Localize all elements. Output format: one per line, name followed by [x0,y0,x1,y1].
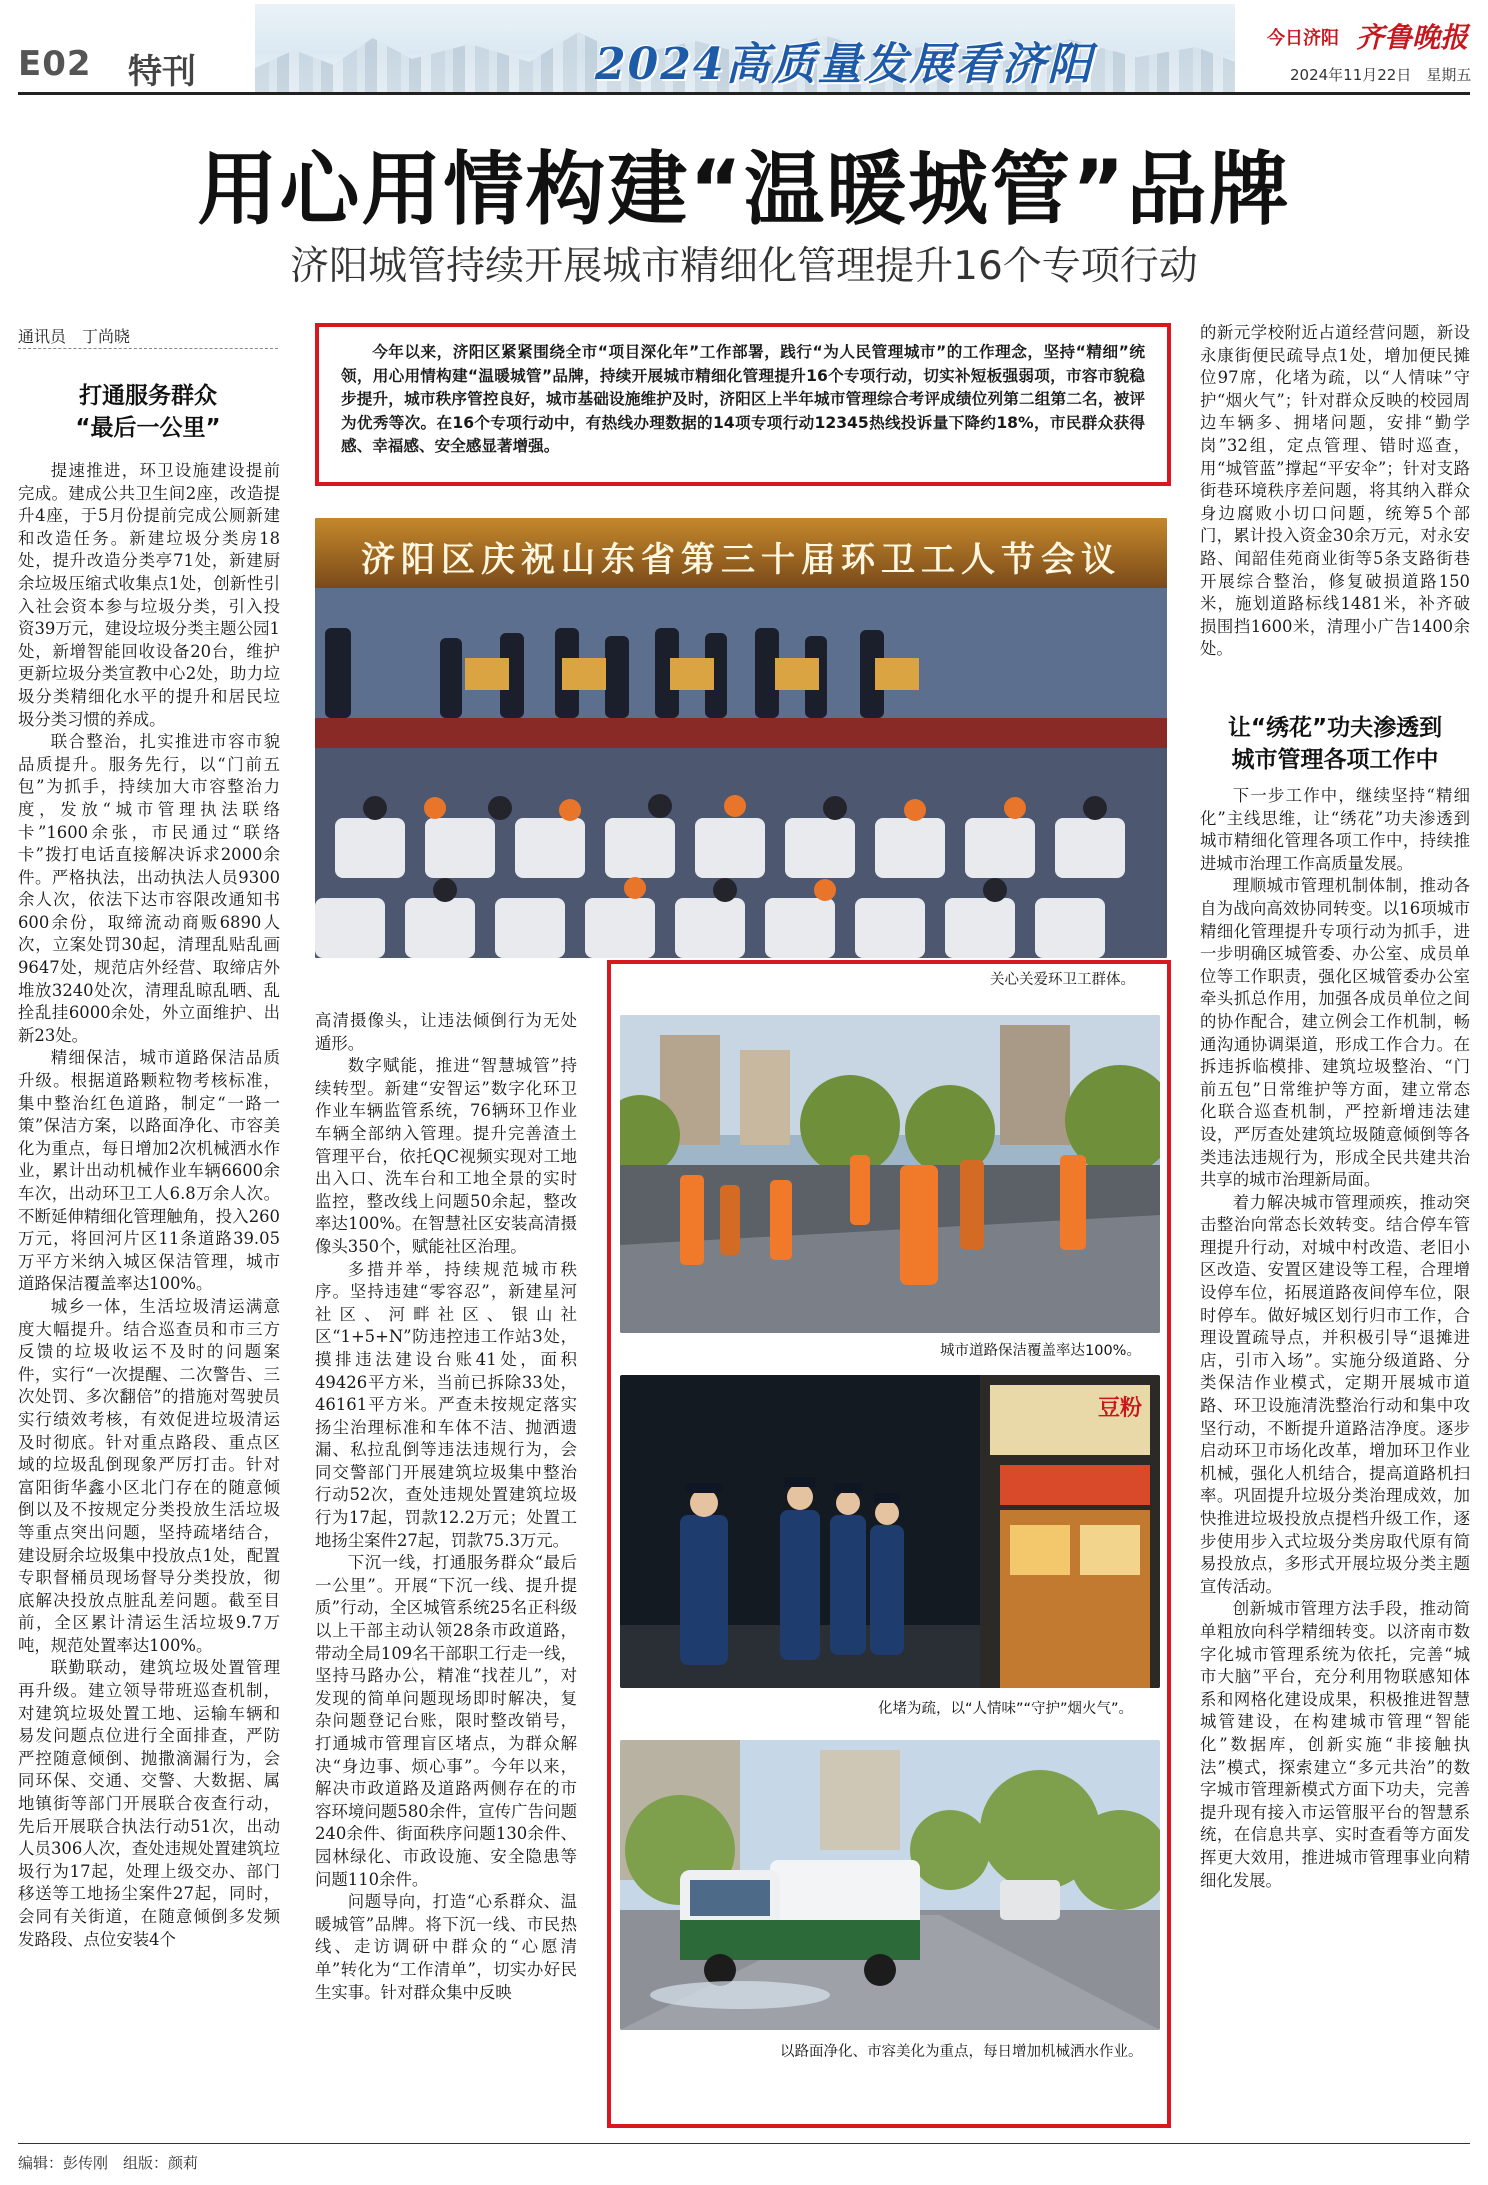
paragraph: 下一步工作中，继续坚持“精细化”主线思维，让“绣花”功夫渗透到城市精细化管理各项工作中，持续推进城市治理工作高质量发展。 [1200,786,1470,873]
photo-caption-3: 化堵为疏，以“人情味”“守护”烟火气”。 [878,1701,1134,1717]
editor-credits: 编辑：彭传刚 组版：颜莉 [18,2154,199,2172]
article-title: 用心用情构建“温暖城管”品牌 [197,143,1291,236]
issue-date: 2024年11月22日 星期五 [1290,66,1472,84]
section-heading-1: 打通服务群众 “最后一公里” [75,383,221,441]
photo-caption-4: 以路面净化、市容美化为重点，每日增加机械洒水作业。 [780,2044,1143,2060]
paragraph: 提速推进，环卫设施建设提前完成。建成公共卫生间2座，改造提升4座，于5月份提前完成公厕新建和改造任务。新建垃圾分类房18处，提升改造分类亭71处，新建厨余垃圾压缩式收集点1处，创新性引入社会资本参与垃圾分类，引入投资39万元，建设垃圾分类主题公园1处，新增智能回收设备20台，维护更新垃圾分类宣教中心2处，助力垃圾分类精细化水平的提升和居民垃圾分类习惯的养成。 [18,461,280,729]
meeting-banner-text: 济阳区庆祝山东省第三十届环卫工人节会议 [361,540,1121,580]
photo-night-market [620,1375,1160,1688]
paragraph: 数字赋能，推进“智慧城管”持续转型。新建“安智运”数字化环卫作业车辆监管系统，76辆环卫作业车辆全部纳入管理。提升完善渣土管理平台，依托QC视频实现对工地出入口、洗车台和工地全景的实时监控，整改线上问题50余起，整改率达100%。在智慧社区安装高清摄像头350个，赋能社区治理。 [315,1056,577,1256]
photo-sprinkler-truck [620,1740,1160,2030]
paragraph: 着力解决城市管理顽疾，推动突击整治向常态长效转变。结合停车管理提升行动，对城中村改造、老旧小区改造、安置区建设等工程，合理增设停车位，拓展道路夜间停车位，限时停车。做好城区划行归市工作，合理设置疏导点，并积极引导“退摊进店，引市入场”。实施分级道路、分类保洁作业模式，定期开展城市道路、环卫设施清洗整治行动和集中攻坚行动，不断提升道路洁净度。逐步启动环卫市场化改革，增加环卫作业机械，强化人机结合，提高道路机扫率。巩固提升垃圾分类治理成效，加快推进垃圾投放点提档升级工作，逐步使用步入式垃圾分类房取代原有简易投放点，多形式开展垃圾分类主题宣传活动。 [1200,1192,1470,1596]
paragraph: 高清摄像头，让违法倾倒行为无处遁形。 [315,1011,577,1053]
paragraph: 精细保洁，城市道路保洁品质升级。根据道路颗粒物考核标准，集中整治红色道路，制定“一路一策”保洁方案，以路面净化、市容美化为重点，每日增加2次机械洒水作业，累计出动机械作业车辆6600余车次，出动环卫工人6.8万余人次。不断延伸精细化管理触角，投入260万元，将回河片区11条道路39.05万平方米纳入城区保洁管理，城市道路保洁覆盖率达100%。 [18,1048,280,1294]
section-heading-2: 让“绣花”功夫渗透到 城市管理各项工作中 [1227,715,1443,773]
column-1 [18,460,280,2135]
photo-caption-1: 关心关爱环卫工群体。 [990,972,1135,988]
paragraph: 城乡一体，生活垃圾清运满意度大幅提升。结合巡查员和市三方反馈的垃圾收运不及时的问题案件，实行“一次提醒、二次警告、三次处罚、多次翻倍”的措施对驾驶员实行绩效考核，有效促进垃圾清运及时彻底。针对重点路段、重点区域的垃圾乱倒现象严厉打击。针对富阳街华鑫小区北门存在的随意倾倒以及不按规定分类投放生活垃圾等重点突出问题，坚持疏堵结合，建设厨余垃圾集中投放点1处，配置专职督桶员现场督导分类投放，彻底解决投放点脏乱差问题。截至目前，全区累计清运生活垃圾9.7万吨，规范处置率达100%。 [18,1296,280,1655]
paragraph: 多措并举，持续规范城市秩序。坚持违建“零容忍”，新建星河社区、河畔社区、银山社区“1+5+N”防违控违工作站3处，摸排违法建设台账41处，面积49426平方米，当前已拆除33处，46161平方米。严查未按规定落实扬尘治理标准和车体不洁、抛洒遗漏、私拉乱倒等违法违规行为，会同交警部门开展建筑垃圾集中整治行动52次，查处违规处置建筑垃圾行为17起，罚款12.2万元；处置工地扬尘案件27起，罚款75.3万元。 [315,1259,577,1550]
paragraph: 问题导向，打造“心系群众、温暖城管”品牌。将下沉一线、市民热线、走访调研中群众的“心愿清单”转化为“工作清单”，切实办好民生实事。针对群众集中反映 [315,1892,577,2002]
stall-sign-text: 豆粉 [1097,1396,1142,1421]
column-3-bottom [1200,785,1470,2135]
paragraph: 联勤联动，建筑垃圾处置管理再升级。建立领导带班巡查机制，对建筑垃圾处置工地、运输车辆和易发问题点位进行全面排查，严防严控随意倾倒、抛撒滴漏行为，会同环保、交通、交警、大数据、属地镇街等部门开展联合夜查行动，先后开展联合执法行动51次，出动人员306人次，查处违规处置建筑垃圾行为17起，处理上级交办、部门移送等工地扬尘案件27起，同时，会同有关街道，在随意倾倒多发频发路段、点位安装4个 [18,1658,280,1949]
header-banner [255,4,1235,92]
intro-box: 今年以来，济阳区紧紧围绕全市“项目深化年”工作部署，践行“为人民管理城市”的工作理念，坚持“精细”统领，用心用情构建“温暖城管”品牌，持续开展城市精细化管理提升16个专项行动，切实补短板强弱项，市容市貌稳步提升，城市秩序管控良好，城市基础设施维护及时，济阳区上半年城市管理综合考评成绩位列第二组第二名，被评为优秀等次。在16个专项行动中，有热线办理数据的14项专项行动12345热线投诉量下降约18%，市民群众获得感、幸福感、安全感显著增强。 [315,323,1171,486]
today-label: 今日济阳 [1267,28,1339,49]
paragraph: 下沉一线，打通服务群众“最后一公里”。开展“下沉一线、提升提质”行动，全区城管系统25名正科级以上干部主动认领28条市政道路，带动全局109名干部职工行走一线，坚持马路办公，精准“找茬儿”，对发现的简单问题现场即时解决，复杂问题登记台账，限时整改销号，打通城市管理盲区堵点，为群众解决“身边事、烦心事”。今年以来，解决市政道路及道路两侧存在的市容环境问题580余件，宣传广告问题240余件、街面秩序问题130余件、园林绿化、市政设施、安全隐患等问题110余件。 [315,1553,577,1889]
night-market-illustration [620,1375,1160,1688]
paragraph: 联合整治，扎实推进市容市貌品质提升。服务先行，以“门前五包”为抓手，持续加大市容整治力度，发放“城市管理执法联络卡”1600余张，市民通过“联络卡”拨打电话直接解决诉求2000余件。严格执法，出动执法人员9300余人次，依法下达市容限改通知书600余份，取缔流动商贩6890人次，立案处罚30起，清理乱贴乱画9647处，规范店外经营、取缔店外堆放3240处次，清理乱晾乱晒、乱拴乱挂6000余处，外立面维护、出新23处。 [18,732,280,1045]
paragraph: 创新城市管理方法手段，推动简单粗放向科学精细转变。以济南市数字化城市管理系统为依托，完善“城市大脑”平台，充分利用物联感知体系和网格化建设成果，积极推进智慧城管建设，在构建城市管理“智能化”数据库，创新实施“非接触执法”模式，探索建立“多元共治”的数字城市管理新模式方面下功夫，完善提升现有接入市运管服平台的智慧系统，在信息共享、实时查看等方面发挥更大效用，推进城市管理事业向精细化发展。 [1200,1599,1470,1890]
photo-street-cleaning [620,1015,1160,1333]
banner-title: 2024高质量发展看济阳 [595,39,1094,90]
header-rule [18,92,1470,95]
paragraph: 的新元学校附近占道经营问题，新设永康街便民疏导点1处，增加便民摊位97席，化堵为疏，以“人情味”守护“烟火气”；针对群众反映的校园周边车辆多、拥堵问题，安排“勤学岗”32组，定点管理、错时巡查，用“城管蓝”撑起“平安伞”；针对支路街巷环境秩序差问题，将其纳入群众身边腐败小切口问题，统筹5个部门，累计投入资金30余万元，对永安路、闻韶佳苑商业街等5条支路街巷开展综合整治，修复破损道路150米，施划道路标线1481米，补齐破损围挡1600米，清理小广告1400余处。 [1200,323,1470,659]
paragraph: 理顺城市管理机制体制，推动各自为战向高效协同转变。以16项城市精细化管理提升专项行动为抓手，进一步明确区城管委、办公室、成员单位等工作职责，强化区城管委办公室牵头抓总作用，加强各成员单位之间的协作配合，建立例会工作机制，畅通沟通协调渠道，形成工作合力。在拆违拆临模排、建筑垃圾整治、“门前五包”日常维护等方面，建立常态化联合巡查机制，严控新增违法建设，严厉查处建筑垃圾随意倾倒等各类违法违规行为，形成全民共建共治共享的城市治理新局面。 [1200,876,1470,1190]
photo-caption-2: 城市道路保洁覆盖率达100%。 [940,1343,1141,1359]
footer-rule [18,2143,1470,2144]
page-number: E02 [18,44,92,84]
column-2 [315,1010,577,2135]
street-cleaning-illustration [620,1015,1160,1333]
section-name: 特刊 [128,52,196,92]
byline-divider [18,348,278,349]
column-3-top [1200,322,1470,717]
photo-sanitation-meeting [315,518,1167,958]
article-subtitle: 济阳城管持续开展城市精细化管理提升16个专项行动 [290,244,1198,289]
sprinkler-truck-illustration [620,1740,1160,2030]
paper-name-logo: 齐鲁晚报 [1356,21,1469,54]
meeting-photo-illustration [315,518,1167,958]
byline: 通讯员 丁尚晓 [18,327,131,346]
